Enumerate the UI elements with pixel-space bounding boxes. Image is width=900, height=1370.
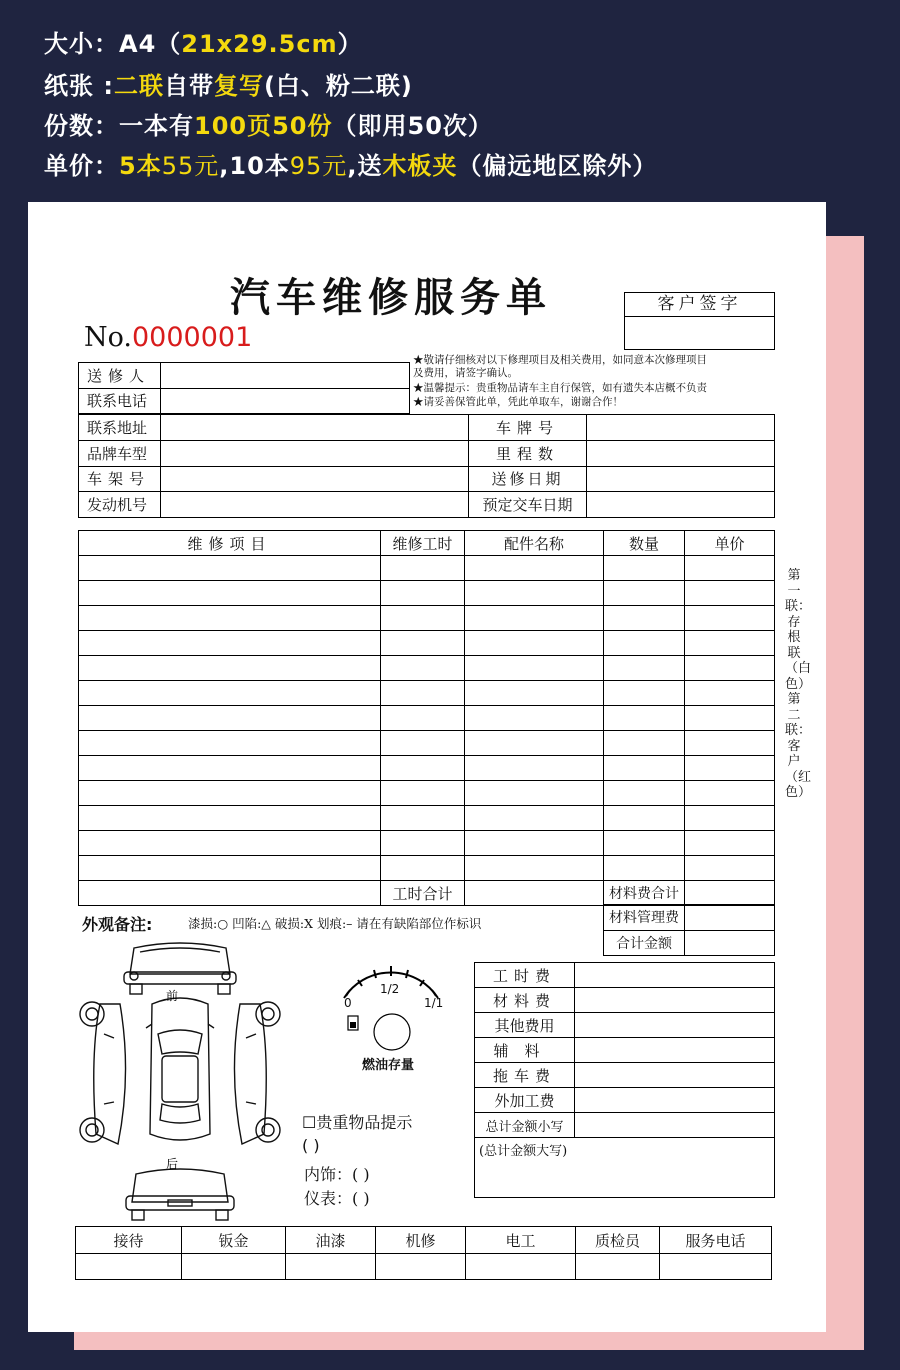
table-row [79, 631, 775, 656]
repair-cell[interactable] [79, 781, 381, 806]
repair-cell[interactable] [381, 631, 465, 656]
customer-signature-box[interactable] [624, 292, 775, 350]
table-row [79, 831, 775, 856]
fuel-half: 1/2 [380, 982, 400, 996]
towing-fee-label: 拖车费 [475, 1063, 575, 1088]
spec-size: 大小：A4（21x29.5cm） [44, 30, 363, 58]
plate-label: 车牌号 [469, 415, 587, 441]
repair-cell[interactable] [685, 606, 775, 631]
repair-cell[interactable] [381, 756, 465, 781]
repair-cell[interactable] [79, 856, 381, 881]
table-row [79, 856, 775, 881]
spec-paper: 纸张 :二联自带复写(白、粉二联) [44, 72, 413, 100]
vehicle-info-table [78, 414, 775, 518]
table-row [79, 606, 775, 631]
back-label: 后 [166, 1157, 179, 1171]
repair-cell[interactable] [685, 756, 775, 781]
repair-cell[interactable] [465, 631, 604, 656]
labor-fee-field[interactable] [575, 963, 775, 988]
staff-field[interactable] [660, 1254, 772, 1280]
staff-field[interactable] [466, 1254, 576, 1280]
repair-cell[interactable] [604, 731, 685, 756]
car-rear-view-icon [126, 1169, 234, 1220]
staff-field[interactable] [182, 1254, 286, 1280]
repair-cell[interactable] [465, 681, 604, 706]
header-labor-hours: 维修工时 [381, 531, 465, 556]
address-field[interactable] [161, 415, 469, 441]
table-row [79, 731, 775, 756]
fuel-label: 燃油存量 [362, 1058, 415, 1073]
labor-total-label: 工时合计 [381, 881, 465, 906]
repair-cell[interactable] [604, 556, 685, 581]
repair-cell[interactable] [685, 656, 775, 681]
table-row [79, 706, 775, 731]
engine-label: 发动机号 [79, 492, 161, 518]
repair-cell[interactable] [465, 656, 604, 681]
staff-electrician: 电工 [466, 1227, 576, 1254]
staff-field[interactable] [576, 1254, 660, 1280]
repair-cell[interactable] [604, 806, 685, 831]
staff-service-phone: 服务电话 [660, 1227, 772, 1254]
repair-cell[interactable] [465, 706, 604, 731]
spec-copies: 份数：一本有100页50份（即用50次） [44, 112, 493, 140]
car-right-side-icon [234, 1002, 280, 1144]
spec-price: 单价：5本55元,10本95元,送木板夹（偏远地区除外） [44, 152, 658, 180]
mileage-field[interactable] [587, 440, 775, 466]
sender-label: 送修人 [79, 363, 161, 389]
model-field[interactable] [161, 440, 469, 466]
mileage-label: 里程数 [469, 440, 587, 466]
material-total-label: 材料费合计 [604, 881, 685, 906]
repair-cell[interactable] [381, 731, 465, 756]
header-quantity: 数量 [604, 531, 685, 556]
car-left-side-icon [80, 1002, 126, 1144]
repair-cell[interactable] [604, 656, 685, 681]
repair-cell[interactable] [465, 756, 604, 781]
repair-cell[interactable] [79, 831, 381, 856]
repair-cell[interactable] [79, 731, 381, 756]
repair-cell[interactable] [381, 556, 465, 581]
repair-cell[interactable] [604, 631, 685, 656]
staff-sheet-metal: 钣金 [182, 1227, 286, 1254]
repair-cell[interactable] [79, 681, 381, 706]
material-total-field[interactable] [685, 881, 775, 906]
repair-cell[interactable] [685, 856, 775, 881]
table-row [79, 781, 775, 806]
repair-cell[interactable] [79, 656, 381, 681]
total-words-field[interactable]: (总计金额大写) [475, 1138, 775, 1198]
table-row [79, 806, 775, 831]
repair-cell[interactable] [381, 781, 465, 806]
auxiliary-label: 辅料 [475, 1038, 575, 1063]
material-mgmt-field[interactable] [685, 905, 775, 931]
labor-total-spacer [79, 881, 381, 906]
repair-cell[interactable] [381, 856, 465, 881]
repair-cell[interactable] [685, 806, 775, 831]
notice-line: ★温馨提示：贵重物品请车主自行保管，如有遗失本店概不负责 [413, 382, 707, 394]
labor-fee-label: 工时费 [475, 963, 575, 988]
repair-cell[interactable] [465, 731, 604, 756]
repair-cell[interactable] [685, 556, 775, 581]
table-row [79, 756, 775, 781]
total-numeric-field[interactable] [575, 1113, 775, 1138]
repair-cell[interactable] [79, 581, 381, 606]
send-date-label: 送修日期 [469, 466, 587, 492]
other-fee-label: 其他费用 [475, 1013, 575, 1038]
signature-label: 客户签字 [625, 293, 774, 317]
sum-total-label: 合计金额 [604, 930, 685, 956]
staff-inspector: 质检员 [576, 1227, 660, 1254]
phone-field[interactable] [161, 388, 410, 414]
repair-cell[interactable] [685, 681, 775, 706]
fuel-min: 0 [344, 996, 352, 1010]
delivery-date-label: 预定交车日期 [469, 492, 587, 518]
towing-fee-field[interactable] [575, 1063, 775, 1088]
model-label: 品牌车型 [79, 440, 161, 466]
labor-total-field[interactable] [465, 881, 604, 906]
repair-cell[interactable] [604, 606, 685, 631]
engine-field[interactable] [161, 492, 469, 518]
other-fee-field[interactable] [575, 1013, 775, 1038]
vin-label: 车架号 [79, 466, 161, 492]
serial-number: No.0000001 [84, 322, 253, 353]
repair-cell[interactable] [685, 706, 775, 731]
repair-cell[interactable] [79, 556, 381, 581]
repair-cell[interactable] [604, 781, 685, 806]
staff-paint: 油漆 [286, 1227, 376, 1254]
repair-cell[interactable] [465, 606, 604, 631]
valuables-field[interactable]: ( ) [302, 1136, 320, 1155]
send-date-field[interactable] [587, 466, 775, 492]
appearance-title: 外观备注: [82, 915, 153, 934]
customer-info-top [78, 362, 410, 414]
outsourced-fee-field[interactable] [575, 1088, 775, 1113]
repair-cell[interactable] [604, 706, 685, 731]
repair-cell[interactable] [79, 756, 381, 781]
sum-total-field[interactable] [685, 930, 775, 956]
material-fee-extra [603, 904, 775, 956]
table-row [79, 581, 775, 606]
repair-cell[interactable] [79, 606, 381, 631]
repair-cell[interactable] [604, 856, 685, 881]
sender-field[interactable] [161, 363, 410, 389]
table-row [79, 556, 775, 581]
repair-cell[interactable] [685, 731, 775, 756]
car-front-view-icon [124, 943, 236, 994]
interior-field[interactable]: 内饰：( ) [304, 1165, 370, 1184]
repair-cell[interactable] [381, 656, 465, 681]
plate-field[interactable] [587, 415, 775, 441]
repair-cell[interactable] [465, 556, 604, 581]
repair-cell[interactable] [465, 806, 604, 831]
repair-cell[interactable] [685, 631, 775, 656]
staff-mechanic: 机修 [376, 1227, 466, 1254]
repair-cell[interactable] [381, 606, 465, 631]
staff-field[interactable] [376, 1254, 466, 1280]
repair-cell[interactable] [685, 781, 775, 806]
notice-line: ★敬请仔细核对以下修理项目及相关费用，如同意本次修理项目 [413, 354, 707, 366]
form-title: 汽车维修服务单 [230, 275, 552, 321]
appearance-legend: 漆损:○ 凹陷:△ 破损:X 划痕:– 请在有缺陷部位作标识 [188, 916, 482, 931]
phone-label: 联系电话 [79, 388, 161, 414]
material-fee-field[interactable] [575, 988, 775, 1013]
repair-cell[interactable] [381, 681, 465, 706]
notice-line: ★请妥善保管此单，凭此单取车，谢谢合作！ [413, 396, 623, 408]
car-diagram-icon[interactable] [70, 934, 290, 1224]
fuel-full: 1/1 [424, 996, 444, 1010]
repair-cell[interactable] [381, 806, 465, 831]
header-part-name: 配件名称 [465, 531, 604, 556]
outsourced-fee-label: 外加工费 [475, 1088, 575, 1113]
repair-cell[interactable] [79, 706, 381, 731]
repair-cell[interactable] [79, 806, 381, 831]
staff-field[interactable] [76, 1254, 182, 1280]
front-label: 前 [166, 989, 179, 1003]
repair-cell[interactable] [79, 631, 381, 656]
fees-table [474, 962, 775, 1198]
repair-cell[interactable] [604, 581, 685, 606]
repair-cell[interactable] [685, 831, 775, 856]
header-unit-price: 单价 [685, 531, 775, 556]
repair-cell[interactable] [465, 781, 604, 806]
dashboard-field[interactable]: 仪表：( ) [304, 1189, 370, 1208]
repair-cell[interactable] [685, 581, 775, 606]
table-row [79, 656, 775, 681]
repair-cell[interactable] [381, 581, 465, 606]
car-top-view-icon [146, 998, 214, 1140]
repair-cell[interactable] [465, 831, 604, 856]
total-numeric-label: 总计金额小写 [475, 1113, 575, 1138]
delivery-date-field[interactable] [587, 492, 775, 518]
staff-field[interactable] [286, 1254, 376, 1280]
vin-field[interactable] [161, 466, 469, 492]
header-repair-item: 维修项目 [79, 531, 381, 556]
repair-cell[interactable] [604, 831, 685, 856]
repair-cell[interactable] [381, 706, 465, 731]
table-row [79, 681, 775, 706]
copy-note: 第一联：存根联（白色）第二联：客户（红色） [785, 568, 812, 800]
address-label: 联系地址 [79, 415, 161, 441]
repair-cell[interactable] [381, 831, 465, 856]
notice-line: 及费用，请签字确认。 [413, 367, 518, 379]
repair-cell[interactable] [604, 756, 685, 781]
repair-cell[interactable] [465, 856, 604, 881]
repair-cell[interactable] [465, 581, 604, 606]
valuables-checkbox[interactable]: ☐贵重物品提示 [302, 1113, 413, 1132]
material-fee-label: 材料费 [475, 988, 575, 1013]
auxiliary-field[interactable] [575, 1038, 775, 1063]
staff-reception: 接待 [76, 1227, 182, 1254]
repair-items-table [78, 530, 775, 906]
material-mgmt-label: 材料管理费 [604, 905, 685, 931]
staff-table [75, 1226, 772, 1280]
repair-cell[interactable] [604, 681, 685, 706]
